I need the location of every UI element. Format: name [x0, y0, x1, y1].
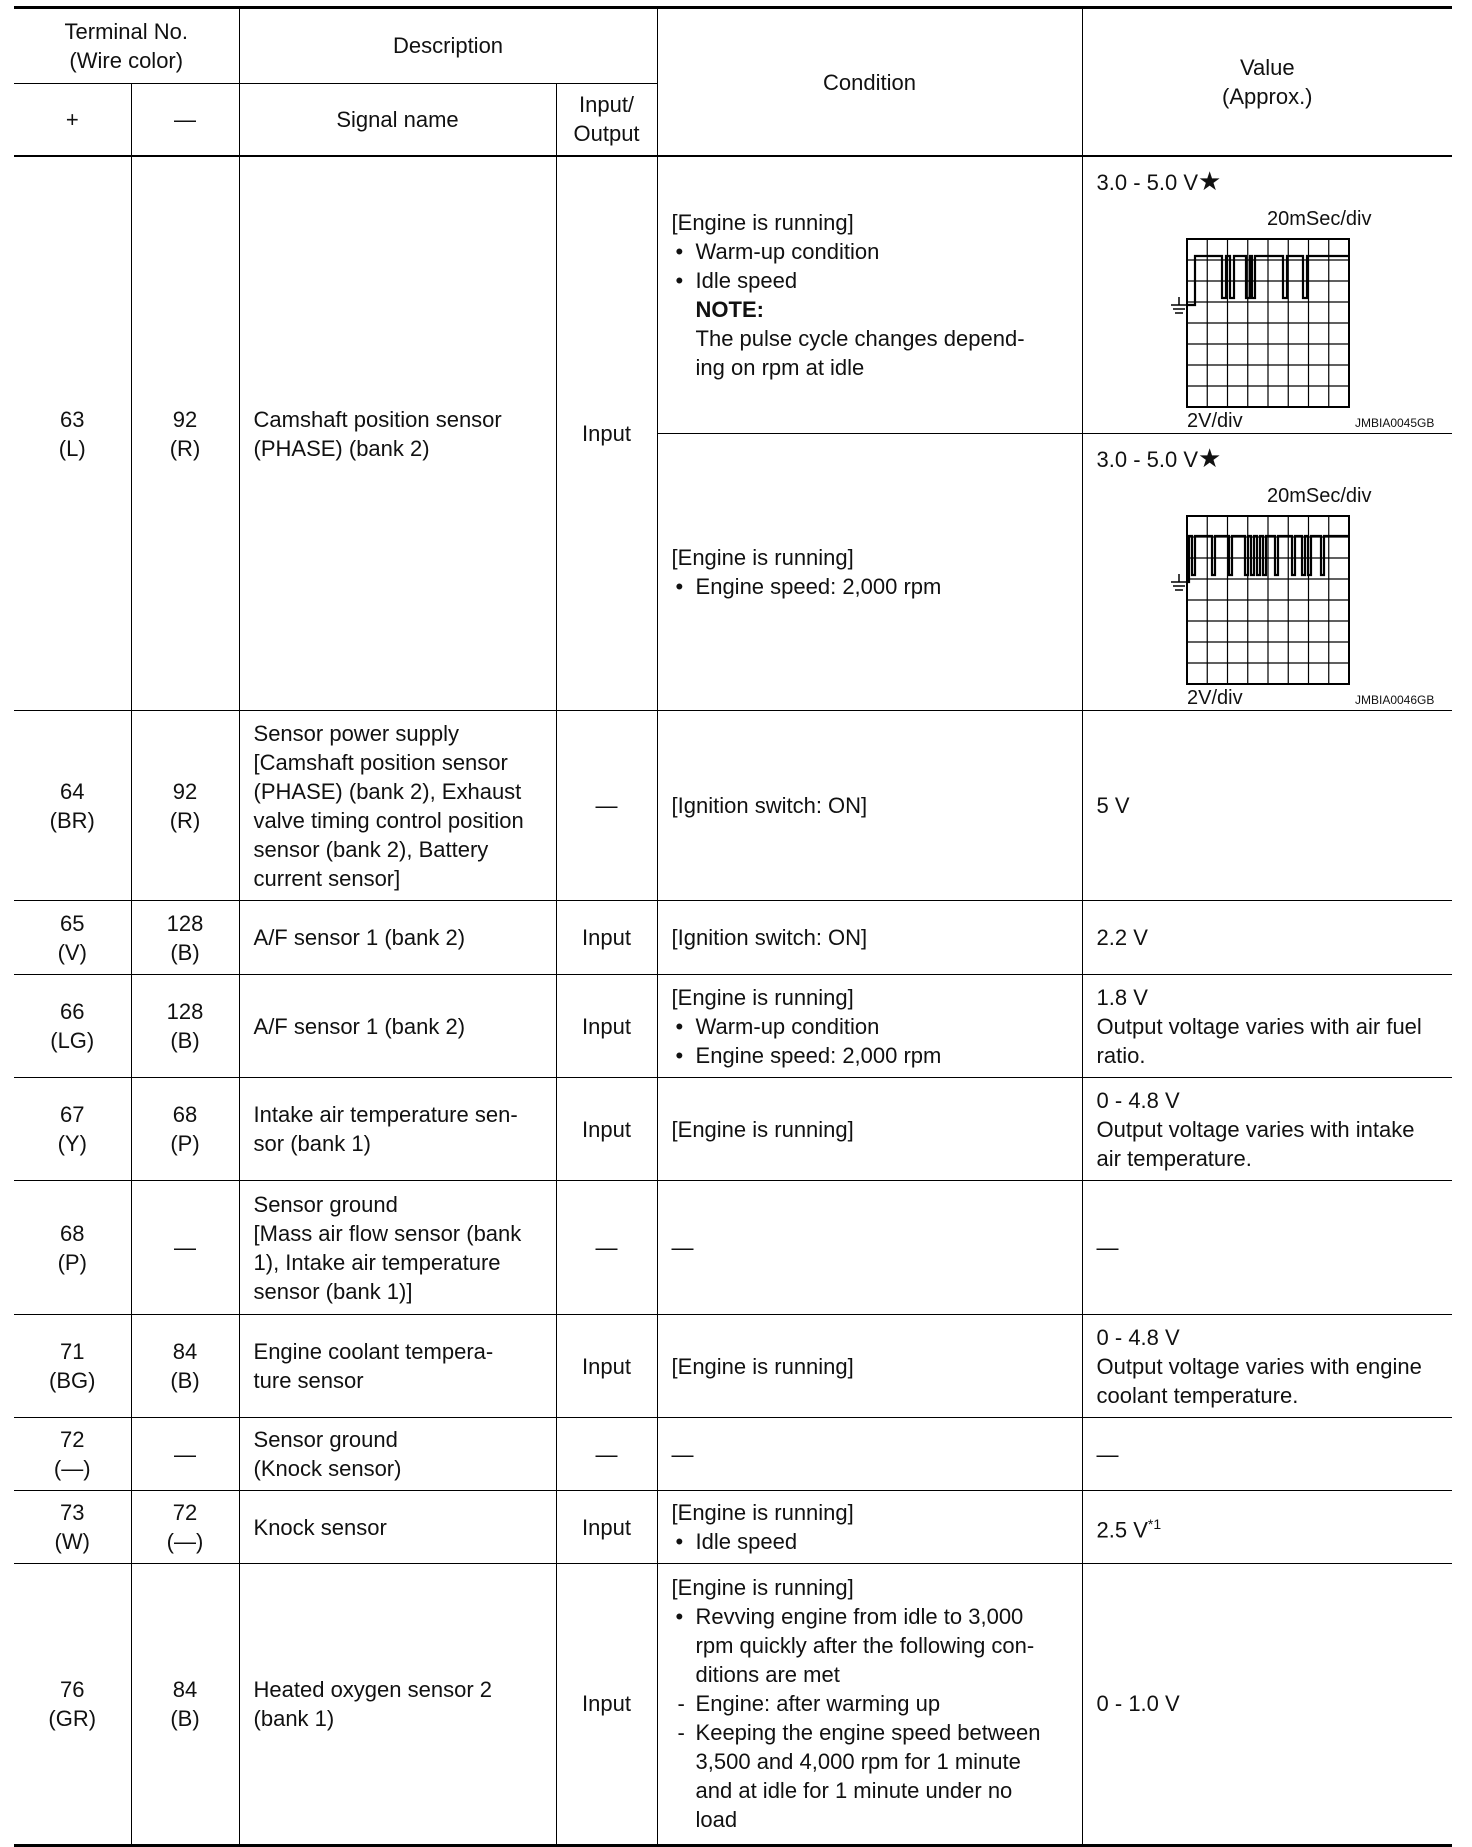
signal-name-cell: A/F sensor 1 (bank 2): [239, 975, 556, 1078]
header-description: Description: [239, 9, 657, 83]
terminal-minus-number: 128: [166, 910, 204, 936]
terminal-minus-cell: [131, 711, 239, 901]
figure-id: JMBIA0046GB: [1354, 693, 1434, 707]
table-row: [14, 975, 1452, 1078]
signal-name-cell: [239, 1315, 556, 1418]
terminal-minus-number: 68: [172, 1102, 198, 1127]
condition-list: [672, 1012, 1068, 1070]
ground-symbol-icon: [1171, 297, 1187, 313]
io-cell: Input: [556, 1564, 657, 1844]
signal-name-cell: [239, 1078, 556, 1181]
terminal-plus-wire-color: (V): [57, 939, 87, 965]
terminal-plus-number: 67: [60, 1102, 85, 1127]
value-cell: [1082, 156, 1452, 434]
value-cell: —: [1082, 1418, 1452, 1491]
condition-line: ditions are met: [695, 1662, 840, 1688]
terminal-minus-number: 92: [172, 778, 198, 804]
value-line: coolant temperature.: [1096, 1382, 1299, 1408]
terminal-minus-wire-color: (B): [170, 1028, 200, 1053]
terminal-minus-cell: —: [131, 1418, 239, 1491]
terminal-minus-wire-color: (B): [170, 1705, 200, 1731]
condition-line: rpm quickly after the following con-: [695, 1633, 1035, 1659]
header-value-label: Value: [1239, 55, 1295, 80]
scope-volt-div: 2V/div: [1186, 410, 1243, 432]
condition-item: • Warm-up condition: [672, 237, 1068, 266]
header-signal-name: Signal name: [239, 83, 556, 156]
oscilloscope-waveform-idle: [1127, 201, 1457, 433]
condition-line: Revving engine from idle to 3,000: [695, 1604, 1024, 1630]
terminal-plus-number: 73: [60, 1500, 85, 1525]
terminal-minus-number: 128: [166, 999, 204, 1024]
terminal-plus-cell: [14, 1078, 131, 1181]
condition-subitem: [672, 1718, 1068, 1834]
terminal-plus-cell: [14, 1418, 131, 1491]
condition-line: and at idle for 1 minute under no: [695, 1778, 1013, 1804]
condition-cell: [Ignition switch: ON]: [657, 901, 1082, 975]
terminal-plus-wire-color: (LG): [50, 1028, 95, 1053]
value-line: Output voltage varies with intake: [1096, 1116, 1415, 1142]
condition-cell: [657, 1564, 1082, 1844]
terminal-plus-cell: [14, 1491, 131, 1564]
io-cell: Input: [556, 975, 657, 1078]
io-cell: Input: [556, 901, 657, 975]
terminal-plus-number: 72: [60, 1427, 85, 1452]
header-terminal-no-label: Terminal No.: [64, 18, 188, 44]
terminal-plus-wire-color: (GR): [48, 1705, 97, 1731]
signal-name-line: (PHASE) (bank 2): [253, 435, 430, 461]
value-line: Output voltage varies with engine: [1096, 1353, 1422, 1379]
terminal-plus-wire-color: (—): [53, 1456, 91, 1481]
signal-name-line: sensor (bank 1)]: [253, 1278, 413, 1304]
value-text: [1096, 443, 1222, 473]
scope-time-div: 20mSec/div: [1266, 208, 1372, 230]
terminal-minus-wire-color: (B): [170, 939, 200, 965]
terminal-plus-wire-color: (Y): [57, 1131, 87, 1156]
terminal-minus-cell: [131, 1315, 239, 1418]
condition-item: • Engine speed: 2,000 rpm: [672, 1041, 1068, 1070]
header-terminal-no: [14, 9, 239, 83]
figure-id: JMBIA0045GB: [1354, 416, 1434, 430]
signal-name-line: valve timing control position: [253, 807, 524, 833]
io-cell: Input: [556, 156, 657, 711]
terminal-minus-number: 92: [172, 406, 198, 432]
value-cell: [1082, 1078, 1452, 1181]
terminal-plus-wire-color: (W): [54, 1529, 90, 1554]
value-cell: [1082, 1315, 1452, 1418]
table-row: [14, 1564, 1452, 1844]
header-input-label: Input/: [579, 92, 635, 118]
value-line: 1.8 V: [1096, 984, 1148, 1010]
ecm-terminal-table: [14, 9, 1452, 1844]
terminal-plus-wire-color: (BR): [49, 807, 95, 833]
io-cell: Input: [556, 1078, 657, 1181]
signal-name-cell: [239, 1564, 556, 1844]
condition-head: [Engine is running]: [671, 984, 854, 1010]
terminal-plus-number: 68: [60, 1220, 85, 1246]
header-condition: Condition: [657, 9, 1082, 156]
header-value: [1082, 9, 1452, 156]
value-cell: [1082, 434, 1452, 711]
signal-name-line: Camshaft position sensor: [253, 406, 502, 432]
signal-name-line: Engine coolant tempera-: [253, 1339, 494, 1364]
signal-name-cell: A/F sensor 1 (bank 2): [239, 901, 556, 975]
signal-name-line: current sensor]: [253, 865, 401, 891]
signal-name-line: Sensor ground: [253, 1427, 398, 1452]
table-row: [14, 1418, 1452, 1491]
condition-item: • Idle speed: [672, 1527, 1068, 1556]
condition-cell: [Ignition switch: ON]: [657, 711, 1082, 901]
value-line: air temperature.: [1096, 1145, 1252, 1171]
terminal-minus-number: 84: [172, 1339, 198, 1364]
condition-line: Keeping the engine speed between: [695, 1720, 1041, 1746]
value-cell: [1082, 975, 1452, 1078]
signal-name-line: sor (bank 1): [253, 1131, 371, 1156]
signal-name-line: [Camshaft position sensor: [253, 749, 508, 775]
table-row: [14, 1491, 1452, 1564]
value-voltage: 3.0 - 5.0 V: [1096, 170, 1199, 195]
condition-cell: [Engine is running]: [657, 1315, 1082, 1418]
value-cell: [1082, 1491, 1452, 1564]
table-row: [14, 711, 1452, 901]
note-text-line: The pulse cycle changes depend-: [695, 326, 1025, 351]
terminal-plus-number: 63: [60, 406, 85, 432]
value-text: [1096, 166, 1222, 196]
table-row: [14, 1078, 1452, 1181]
signal-name-line: Sensor power supply: [253, 720, 459, 746]
condition-cell: [Engine is running]: [657, 1078, 1082, 1181]
condition-subitem: - Engine: after warming up: [672, 1689, 1068, 1718]
terminal-plus-cell: [14, 711, 131, 901]
terminal-plus-cell: [14, 156, 131, 711]
condition-line: load: [695, 1807, 738, 1833]
signal-name-cell: [239, 1418, 556, 1491]
value-cell: 2.2 V: [1082, 901, 1452, 975]
scope-time-div: 20mSec/div: [1266, 485, 1372, 507]
terminal-minus-wire-color: (R): [169, 807, 201, 833]
value-text: 2.5 V: [1096, 1517, 1148, 1543]
condition-item: • Engine speed: 2,000 rpm: [672, 572, 1068, 601]
signal-name-cell: [239, 1181, 556, 1315]
table-row: [14, 901, 1452, 975]
signal-name-cell: Knock sensor: [239, 1491, 556, 1564]
oscilloscope-waveform-2000rpm: [1127, 478, 1457, 710]
condition-cell: [657, 156, 1082, 434]
terminal-plus-number: 71: [60, 1339, 85, 1364]
ground-symbol-icon: [1171, 574, 1187, 590]
terminal-plus-wire-color: (P): [57, 1249, 87, 1275]
condition-list: [672, 237, 1068, 295]
star-icon: ★: [1198, 166, 1222, 196]
terminal-plus-number: 76: [60, 1676, 85, 1702]
value-line: Output voltage varies with air fuel: [1096, 1013, 1422, 1039]
condition-head: [Engine is running]: [671, 210, 854, 235]
terminal-plus-wire-color: (BG): [49, 1368, 96, 1393]
header-plus: +: [14, 83, 131, 156]
note-text-line: ing on rpm at idle: [695, 355, 865, 380]
io-cell: —: [556, 1181, 657, 1315]
terminal-minus-cell: [131, 156, 239, 711]
condition-item: • Idle speed: [672, 266, 1068, 295]
signal-name-line: (bank 1): [253, 1705, 335, 1731]
terminal-minus-number: 84: [172, 1676, 198, 1702]
terminal-minus-wire-color: (P): [170, 1131, 200, 1156]
terminal-minus-cell: [131, 1078, 239, 1181]
footnote-marker: *1: [1147, 1515, 1162, 1532]
terminal-plus-number: 66: [60, 999, 85, 1024]
io-cell: Input: [556, 1315, 657, 1418]
condition-list: [672, 572, 1068, 601]
table-row: [14, 1181, 1452, 1315]
scope-volt-div: 2V/div: [1186, 687, 1243, 709]
io-cell: Input: [556, 1491, 657, 1564]
terminal-minus-cell: [131, 901, 239, 975]
terminal-plus-cell: [14, 1315, 131, 1418]
terminal-plus-cell: [14, 901, 131, 975]
io-cell: —: [556, 711, 657, 901]
signal-name-line: Intake air temperature sen-: [253, 1102, 518, 1127]
signal-name-line: Heated oxygen sensor 2: [253, 1676, 493, 1702]
signal-name-line: Sensor ground: [253, 1191, 398, 1217]
header-wire-color-label: (Wire color): [69, 47, 184, 73]
signal-name-line: 1), Intake air temperature: [253, 1249, 501, 1275]
condition-cell: [657, 975, 1082, 1078]
value-line: 0 - 4.8 V: [1096, 1324, 1180, 1350]
terminal-minus-wire-color: (—): [166, 1529, 204, 1554]
condition-item: [672, 1602, 1068, 1689]
value-cell: —: [1082, 1181, 1452, 1315]
condition-cell: [657, 1491, 1082, 1564]
signal-name-line: [Mass air flow sensor (bank: [253, 1220, 522, 1246]
condition-line: 3,500 and 4,000 rpm for 1 minute: [695, 1749, 1021, 1775]
terminal-plus-cell: [14, 975, 131, 1078]
note-title: NOTE:: [695, 297, 764, 322]
signal-name-cell: [239, 711, 556, 901]
terminal-plus-number: 65: [60, 910, 85, 936]
io-cell: —: [556, 1418, 657, 1491]
terminal-minus-cell: [131, 1564, 239, 1844]
ecm-terminal-table-sheet: [14, 6, 1452, 1847]
value-cell: 5 V: [1082, 711, 1452, 901]
terminal-minus-cell: [131, 1491, 239, 1564]
header-input-output: [556, 83, 657, 156]
condition-head: [Engine is running]: [671, 1500, 854, 1525]
condition-list: [672, 1527, 1068, 1556]
value-line: ratio.: [1096, 1042, 1146, 1068]
header-approx-label: (Approx.): [1222, 84, 1313, 109]
condition-head: [Engine is running]: [671, 1575, 854, 1601]
table-row: [14, 1315, 1452, 1418]
terminal-minus-wire-color: (B): [170, 1368, 200, 1393]
condition-cell: —: [657, 1181, 1082, 1315]
signal-name-line: ture sensor: [253, 1368, 364, 1393]
terminal-plus-number: 64: [60, 778, 85, 804]
star-icon: ★: [1198, 443, 1222, 473]
terminal-plus-wire-color: (L): [58, 435, 86, 461]
terminal-plus-cell: [14, 1564, 131, 1844]
value-cell: 0 - 1.0 V: [1082, 1564, 1452, 1844]
signal-name-line: (Knock sensor): [253, 1456, 402, 1481]
signal-name-line: (PHASE) (bank 2), Exhaust: [253, 778, 522, 804]
scope-grid: [1187, 239, 1349, 407]
signal-name-line: sensor (bank 2), Battery: [253, 836, 489, 862]
value-line: 0 - 4.8 V: [1096, 1087, 1180, 1113]
terminal-plus-cell: [14, 1181, 131, 1315]
signal-name-cell: [239, 156, 556, 711]
table-row: [14, 156, 1452, 434]
condition-head: [Engine is running]: [671, 545, 854, 570]
terminal-minus-cell: —: [131, 1181, 239, 1315]
terminal-minus-number: 72: [172, 1500, 198, 1525]
condition-item: • Warm-up condition: [672, 1012, 1068, 1041]
terminal-minus-cell: [131, 975, 239, 1078]
value-voltage: 3.0 - 5.0 V: [1096, 447, 1199, 472]
terminal-minus-wire-color: (R): [169, 435, 201, 461]
header-output-label: Output: [573, 121, 640, 147]
condition-cell: [657, 434, 1082, 711]
condition-list: [672, 1602, 1068, 1834]
header-minus: —: [131, 83, 239, 156]
condition-cell: —: [657, 1418, 1082, 1491]
